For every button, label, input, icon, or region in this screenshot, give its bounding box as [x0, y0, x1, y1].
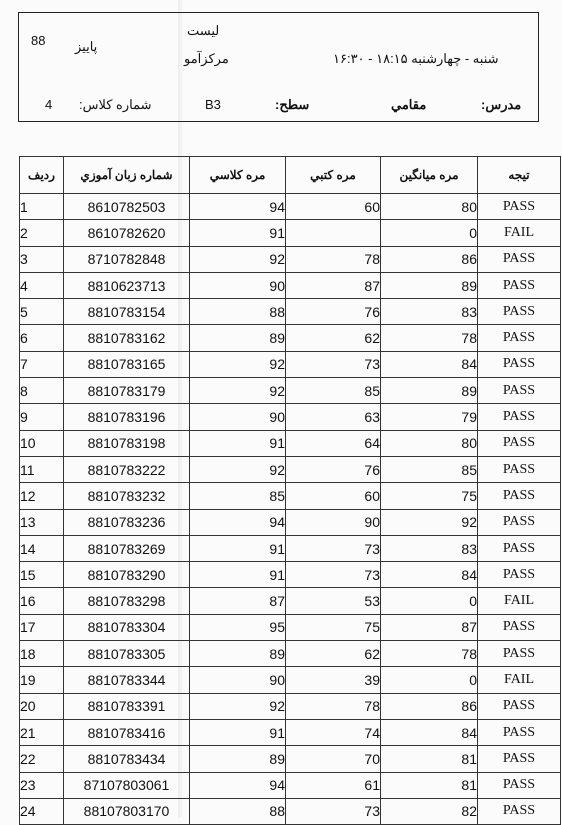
row-number-cell: 7 [20, 351, 64, 377]
average-score-cell: 81 [381, 746, 478, 772]
student-id-cell: 8810783305 [64, 641, 190, 667]
table-row [20, 509, 561, 535]
student-id-cell: 88107803170 [64, 798, 190, 824]
class-score-cell: 95 [190, 614, 286, 640]
student-id-cell: 8810783162 [64, 325, 190, 351]
class-score-cell: 90 [190, 667, 286, 693]
student-id-cell: 8810783232 [64, 483, 190, 509]
result-cell: PASS [478, 535, 561, 561]
header-level-code: B3 [205, 97, 221, 112]
header-list-label: لیست [187, 23, 220, 38]
average-score-cell: 0 [381, 667, 478, 693]
written-score-cell: 73 [286, 562, 381, 588]
row-number-cell: 24 [20, 798, 64, 824]
average-score-cell: 79 [381, 404, 478, 430]
average-score-cell: 85 [381, 456, 478, 482]
class-score-cell: 91 [190, 719, 286, 745]
result-cell: PASS [478, 719, 561, 745]
class-score-cell: 88 [190, 299, 286, 325]
student-id-cell: 8810783391 [64, 693, 190, 719]
result-cell: PASS [478, 509, 561, 535]
header-schedule: شنبه - چهارشنبه ۱۸:۱۵ - ۱۶:۳۰ [333, 51, 499, 66]
student-id-cell: 87107803061 [64, 772, 190, 798]
result-cell: PASS [478, 299, 561, 325]
col-header-average: مره میانگین [381, 157, 478, 194]
class-score-cell: 90 [190, 272, 286, 298]
header-center-label: مرکزآمو [184, 51, 229, 66]
written-score-cell: 73 [286, 798, 381, 824]
average-score-cell: 78 [381, 325, 478, 351]
row-number-cell: 4 [20, 272, 64, 298]
written-score-cell: 62 [286, 641, 381, 667]
student-id-cell: 8810783298 [64, 588, 190, 614]
result-cell: PASS [478, 746, 561, 772]
class-score-cell: 94 [190, 509, 286, 535]
written-score-cell: 64 [286, 430, 381, 456]
row-number-cell: 5 [20, 299, 64, 325]
row-number-cell: 9 [20, 404, 64, 430]
result-cell: PASS [478, 246, 561, 272]
average-score-cell: 84 [381, 562, 478, 588]
written-score-cell: 63 [286, 404, 381, 430]
header-class-number-label: شماره کلاس: [79, 97, 152, 112]
table-row [20, 641, 561, 667]
header-level-label: سطح: [275, 97, 310, 112]
table-row [20, 299, 561, 325]
table-header-row [20, 157, 561, 194]
class-score-cell: 85 [190, 483, 286, 509]
student-id-cell: 8810783196 [64, 404, 190, 430]
written-score-cell: 90 [286, 509, 381, 535]
row-number-cell: 22 [20, 746, 64, 772]
class-info-header [18, 12, 539, 122]
class-score-cell: 92 [190, 246, 286, 272]
table-row [20, 404, 561, 430]
written-score-cell: 85 [286, 378, 381, 404]
class-score-cell: 92 [190, 456, 286, 482]
average-score-cell: 84 [381, 351, 478, 377]
average-score-cell: 87 [381, 614, 478, 640]
table-row [20, 351, 561, 377]
table-row [20, 483, 561, 509]
average-score-cell: 82 [381, 798, 478, 824]
written-score-cell: 61 [286, 772, 381, 798]
class-score-cell: 88 [190, 798, 286, 824]
result-cell: PASS [478, 614, 561, 640]
table-row [20, 772, 561, 798]
table-row [20, 719, 561, 745]
table-row [20, 246, 561, 272]
written-score-cell: 53 [286, 588, 381, 614]
student-id-cell: 8610782503 [64, 194, 190, 220]
written-score-cell: 39 [286, 667, 381, 693]
table-row [20, 588, 561, 614]
student-id-cell: 8810623713 [64, 272, 190, 298]
student-id-cell: 8610782620 [64, 220, 190, 246]
student-id-cell: 8810783179 [64, 378, 190, 404]
result-cell: PASS [478, 194, 561, 220]
student-id-cell: 8810783165 [64, 351, 190, 377]
student-id-cell: 8810783344 [64, 667, 190, 693]
average-score-cell: 92 [381, 509, 478, 535]
col-header-row-number: ردیف [20, 157, 64, 194]
table-row [20, 194, 561, 220]
table-row [20, 378, 561, 404]
table-row [20, 272, 561, 298]
class-score-cell: 91 [190, 430, 286, 456]
written-score-cell: 73 [286, 351, 381, 377]
student-id-cell: 8710782848 [64, 246, 190, 272]
written-score-cell: 76 [286, 456, 381, 482]
average-score-cell: 89 [381, 378, 478, 404]
average-score-cell: 84 [381, 719, 478, 745]
class-score-cell: 94 [190, 194, 286, 220]
table-row [20, 220, 561, 246]
result-cell: PASS [478, 772, 561, 798]
class-score-cell: 92 [190, 693, 286, 719]
row-number-cell: 12 [20, 483, 64, 509]
row-number-cell: 18 [20, 641, 64, 667]
student-id-cell: 8810783304 [64, 614, 190, 640]
result-cell: FAIL [478, 588, 561, 614]
written-score-cell: 78 [286, 246, 381, 272]
row-number-cell: 11 [20, 456, 64, 482]
table-row [20, 456, 561, 482]
result-cell: PASS [478, 325, 561, 351]
row-number-cell: 20 [20, 693, 64, 719]
student-id-cell: 8810783434 [64, 746, 190, 772]
written-score-cell: 78 [286, 693, 381, 719]
class-score-cell: 92 [190, 351, 286, 377]
average-score-cell: 0 [381, 220, 478, 246]
table-row [20, 430, 561, 456]
row-number-cell: 21 [20, 719, 64, 745]
written-score-cell: 62 [286, 325, 381, 351]
result-cell: PASS [478, 456, 561, 482]
student-id-cell: 8810783416 [64, 719, 190, 745]
table-body [20, 194, 561, 825]
table-row [20, 614, 561, 640]
written-score-cell [286, 220, 381, 246]
header-students-count: 4 [45, 97, 53, 112]
class-score-cell: 92 [190, 378, 286, 404]
table-row [20, 693, 561, 719]
average-score-cell: 0 [381, 588, 478, 614]
written-score-cell: 60 [286, 483, 381, 509]
col-header-written-score: مره كتبي [286, 157, 381, 194]
result-cell: PASS [478, 562, 561, 588]
written-score-cell: 73 [286, 535, 381, 561]
table-row [20, 746, 561, 772]
written-score-cell: 70 [286, 746, 381, 772]
result-cell: PASS [478, 798, 561, 824]
average-score-cell: 75 [381, 483, 478, 509]
class-score-cell: 87 [190, 588, 286, 614]
row-number-cell: 13 [20, 509, 64, 535]
student-id-cell: 8810783198 [64, 430, 190, 456]
student-id-cell: 8810783154 [64, 299, 190, 325]
header-permanent: مقامي [391, 97, 427, 112]
written-score-cell: 60 [286, 194, 381, 220]
row-number-cell: 19 [20, 667, 64, 693]
class-score-cell: 89 [190, 746, 286, 772]
table-row [20, 562, 561, 588]
table-row [20, 535, 561, 561]
class-score-cell: 91 [190, 535, 286, 561]
header-count: 88 [31, 33, 46, 48]
result-cell: FAIL [478, 220, 561, 246]
result-cell: PASS [478, 351, 561, 377]
student-id-cell: 8810783236 [64, 509, 190, 535]
average-score-cell: 78 [381, 641, 478, 667]
row-number-cell: 15 [20, 562, 64, 588]
table-row [20, 798, 561, 824]
written-score-cell: 74 [286, 719, 381, 745]
average-score-cell: 80 [381, 430, 478, 456]
average-score-cell: 86 [381, 246, 478, 272]
result-cell: FAIL [478, 667, 561, 693]
row-number-cell: 1 [20, 194, 64, 220]
col-header-class-score: مره كلاسي [190, 157, 286, 194]
student-id-cell: 8810783269 [64, 535, 190, 561]
row-number-cell: 23 [20, 772, 64, 798]
row-number-cell: 2 [20, 220, 64, 246]
result-cell: PASS [478, 641, 561, 667]
average-score-cell: 80 [381, 194, 478, 220]
col-header-result: تیجه [478, 157, 561, 194]
class-score-cell: 94 [190, 772, 286, 798]
header-season: پاییز [75, 39, 98, 54]
header-teacher-label: مدرس: [481, 97, 522, 112]
average-score-cell: 89 [381, 272, 478, 298]
row-number-cell: 17 [20, 614, 64, 640]
written-score-cell: 87 [286, 272, 381, 298]
class-score-cell: 90 [190, 404, 286, 430]
table-row [20, 667, 561, 693]
row-number-cell: 6 [20, 325, 64, 351]
result-cell: PASS [478, 272, 561, 298]
written-score-cell: 76 [286, 299, 381, 325]
class-score-cell: 91 [190, 220, 286, 246]
result-cell: PASS [478, 404, 561, 430]
table-row [20, 325, 561, 351]
row-number-cell: 3 [20, 246, 64, 272]
row-number-cell: 16 [20, 588, 64, 614]
written-score-cell: 75 [286, 614, 381, 640]
class-score-cell: 89 [190, 641, 286, 667]
row-number-cell: 8 [20, 378, 64, 404]
average-score-cell: 81 [381, 772, 478, 798]
student-id-cell: 8810783290 [64, 562, 190, 588]
row-number-cell: 14 [20, 535, 64, 561]
grades-table [19, 156, 561, 825]
student-id-cell: 8810783222 [64, 456, 190, 482]
result-cell: PASS [478, 483, 561, 509]
class-score-cell: 89 [190, 325, 286, 351]
result-cell: PASS [478, 693, 561, 719]
col-header-student-id: شماره زبان آموزي [64, 157, 190, 194]
average-score-cell: 83 [381, 535, 478, 561]
average-score-cell: 86 [381, 693, 478, 719]
average-score-cell: 83 [381, 299, 478, 325]
result-cell: PASS [478, 378, 561, 404]
row-number-cell: 10 [20, 430, 64, 456]
class-score-cell: 91 [190, 562, 286, 588]
result-cell: PASS [478, 430, 561, 456]
